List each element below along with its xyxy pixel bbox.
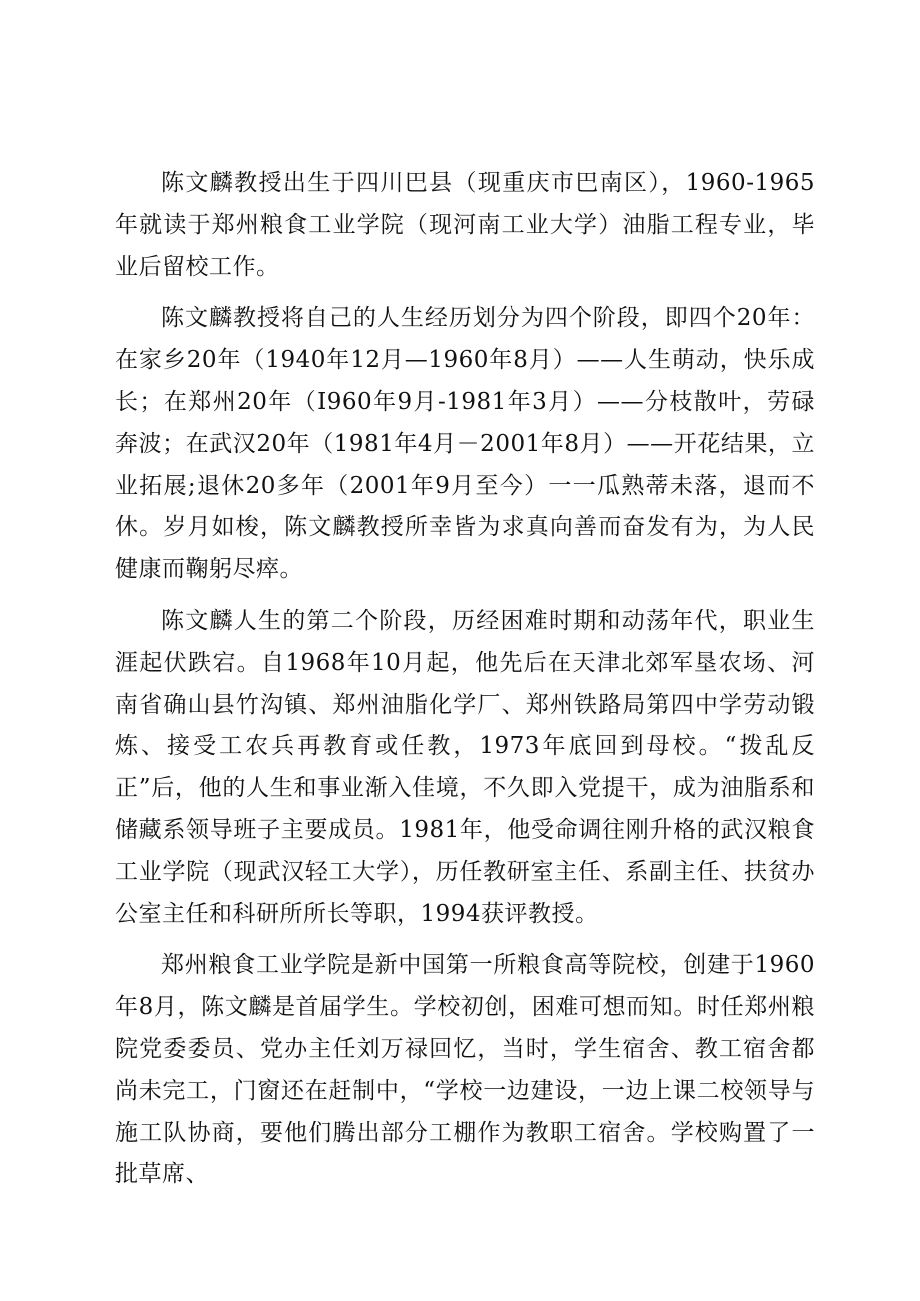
- paragraph-life-stages: 陈文麟教授将自己的人生经历划分为四个阶段，即四个20年：在家乡20年（1940年12月—1960年8月）——人生萌动，快乐成长；在郑州20年（I960年9月-1981年3月）——分枝散叶，劳碌奔波；在武汉20年（1981年4月－2001年8月）——开花结果，立业拓展;退休20多年（2001年9月至今）一一瓜熟蒂未落，退而不休。岁月如梭，陈文麟教授所幸皆为求真向善而奋发有为，为人民健康而鞠躬尽瘁。: [115, 305, 815, 583]
- paragraph-second-stage: 陈文麟人生的第二个阶段，历经困难时期和动荡年代，职业生涯起伏跌宕。自1968年10月起，他先后在天津北郊军垦农场、河南省确山县竹沟镇、郑州油脂化学厂、郑州铁路局第四中学劳动锻炼、接受工农兵再教育或任教，1973年底回到母校。“拨乱反正”后，他的人生和事业渐入佳境，不久即入党提干，成为油脂系和储藏系领导班子主要成员。1981年，他受命调往刚升格的武汉粮食工业学院（现武汉轻工大学），历任教研室主任、系副主任、扶贫办公室主任和科研所所长等职，1994获评教授。: [115, 607, 815, 927]
- document-page: [115, 163, 815, 1206]
- paragraph-zhengzhou-college: 郑州粮食工业学院是新中国第一所粮食高等院校，创建于1960年8月，陈文麟是首届学生。学校初创，困难可想而知。时任郑州粮院党委委员、党办主任刘万禄回忆，当时，学生宿舍、教工宿舍都尚未完工，门窗还在赶制中，“学校一边建设，一边上课二校领导与施工队协商，要他们腾出部分工棚作为教职工宿舍。学校购置了一批草席、: [115, 952, 815, 1188]
- paragraph-birth: 陈文麟教授出生于四川巴县（现重庆市巴南区），1960-1965年就读于郑州粮食工业学院（现河南工业大学）油脂工程专业，毕业后留校工作。: [115, 170, 815, 280]
